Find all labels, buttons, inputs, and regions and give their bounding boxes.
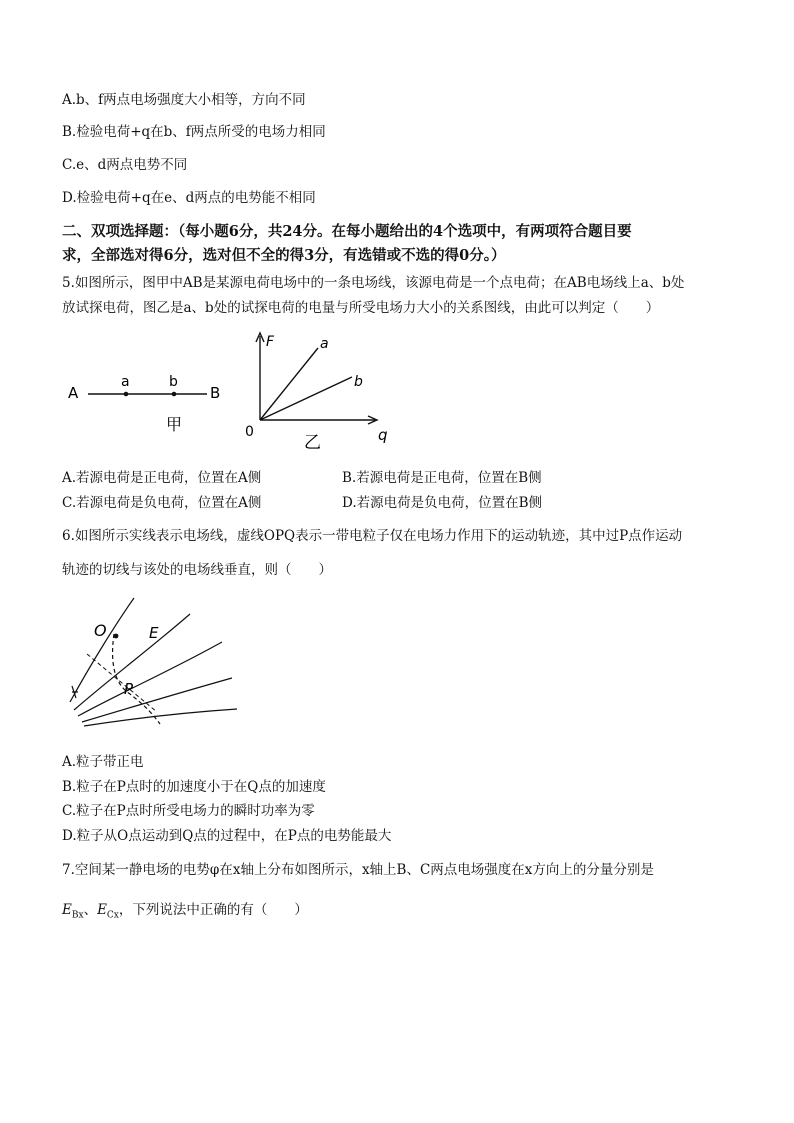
q6-stem-line2: 轨迹的切线与该处的电场线垂直，则（ ） (62, 562, 332, 578)
q5-option-d: D.若源电荷是负电荷，位置在B侧 (342, 495, 543, 511)
point-b (172, 392, 177, 397)
subscript-cx: Cx (106, 910, 119, 921)
tangent-line-dashed (87, 654, 157, 712)
q5-option-a: A.若源电荷是正电荷，位置在A侧 (62, 470, 262, 486)
q5-stem-line2: 放试探电荷，图乙是a、b处的试探电荷的电量与所受电场力大小的关系图线，由此可以判定（ ） (62, 300, 660, 316)
label-B: B (210, 384, 221, 402)
subscript-bx: Bx (71, 910, 84, 921)
section-heading-line2: 求，全部选对得6分，选对但不全的得3分，有选错或不选的得0分。） (62, 247, 506, 264)
label-A: A (68, 384, 79, 402)
q6-option-d: D.粒子从O点运动到Q点的过程中，在P点的电势能最大 (62, 828, 392, 844)
label-a: a (121, 374, 130, 390)
q4-option-d: D.检验电荷+q在e、d两点的电势能不相同 (62, 190, 316, 206)
q5-stem-line1: 5.如图所示，图甲中AB是某源电荷电场中的一条电场线，该源电荷是一个点电荷；在AB电场线上a、b处 (62, 275, 685, 291)
line-b (260, 377, 352, 420)
q5-figure-yi (240, 330, 400, 455)
label-line-a: a (320, 336, 329, 352)
label-E: E (149, 624, 159, 642)
q6-option-c: C.粒子在P点时所受电场力的瞬时功率为零 (62, 803, 315, 819)
q6-figure (62, 592, 247, 737)
point-a (124, 392, 129, 397)
line-a (260, 348, 318, 420)
q5-option-b: B.若源电荷是正电荷，位置在B侧 (342, 470, 542, 486)
q5-option-c: C.若源电荷是负电荷，位置在A侧 (62, 495, 262, 511)
q7-stem-tail: ，下列说法中正确的有（ ） (118, 902, 308, 918)
q6-stem-line1: 6.如图所示实线表示电场线，虚线OPQ表示一带电粒子仅在电场力作用下的运动轨迹，其中过P点作运动 (62, 528, 683, 544)
label-F: F (266, 334, 275, 350)
section-heading-line1: 二、双项选择题：（每小题6分，共24分。在每小题给出的4个选项中，有两项符合题目要 (62, 223, 632, 240)
label-origin: 0 (245, 424, 254, 440)
label-q: q (378, 426, 388, 444)
label-O: O (94, 621, 107, 640)
q6-option-b: B.粒子在P点时的加速度小于在Q点的加速度 (62, 779, 326, 795)
q5-figure-jia (62, 360, 232, 440)
q4-option-b: B.检验电荷+q在b、f两点所受的电场力相同 (62, 124, 326, 140)
caption-jia: 甲 (166, 415, 183, 434)
field-line-3 (78, 642, 222, 716)
field-line-5 (84, 709, 237, 726)
label-b: b (169, 374, 178, 390)
separator: 、 (83, 902, 98, 918)
symbol-E-bx: E (62, 902, 72, 918)
label-line-b: b (354, 374, 363, 390)
caption-yi: 乙 (304, 433, 321, 453)
point-o (114, 634, 119, 639)
label-P: P (124, 680, 134, 698)
q4-option-a: A.b、f两点电场强度大小相等，方向不同 (62, 92, 306, 108)
q4-option-c: C.e、d两点电势不同 (62, 157, 188, 173)
symbol-E-cx: E (97, 902, 107, 918)
q7-stem-line2 (62, 900, 308, 926)
q7-stem-line1: 7.空间某一静电场的电势φ在x轴上分布如图所示，x轴上B、C两点电场强度在x方向上的分量分别是 (62, 862, 654, 878)
q6-option-a: A.粒子带正电 (62, 754, 144, 770)
